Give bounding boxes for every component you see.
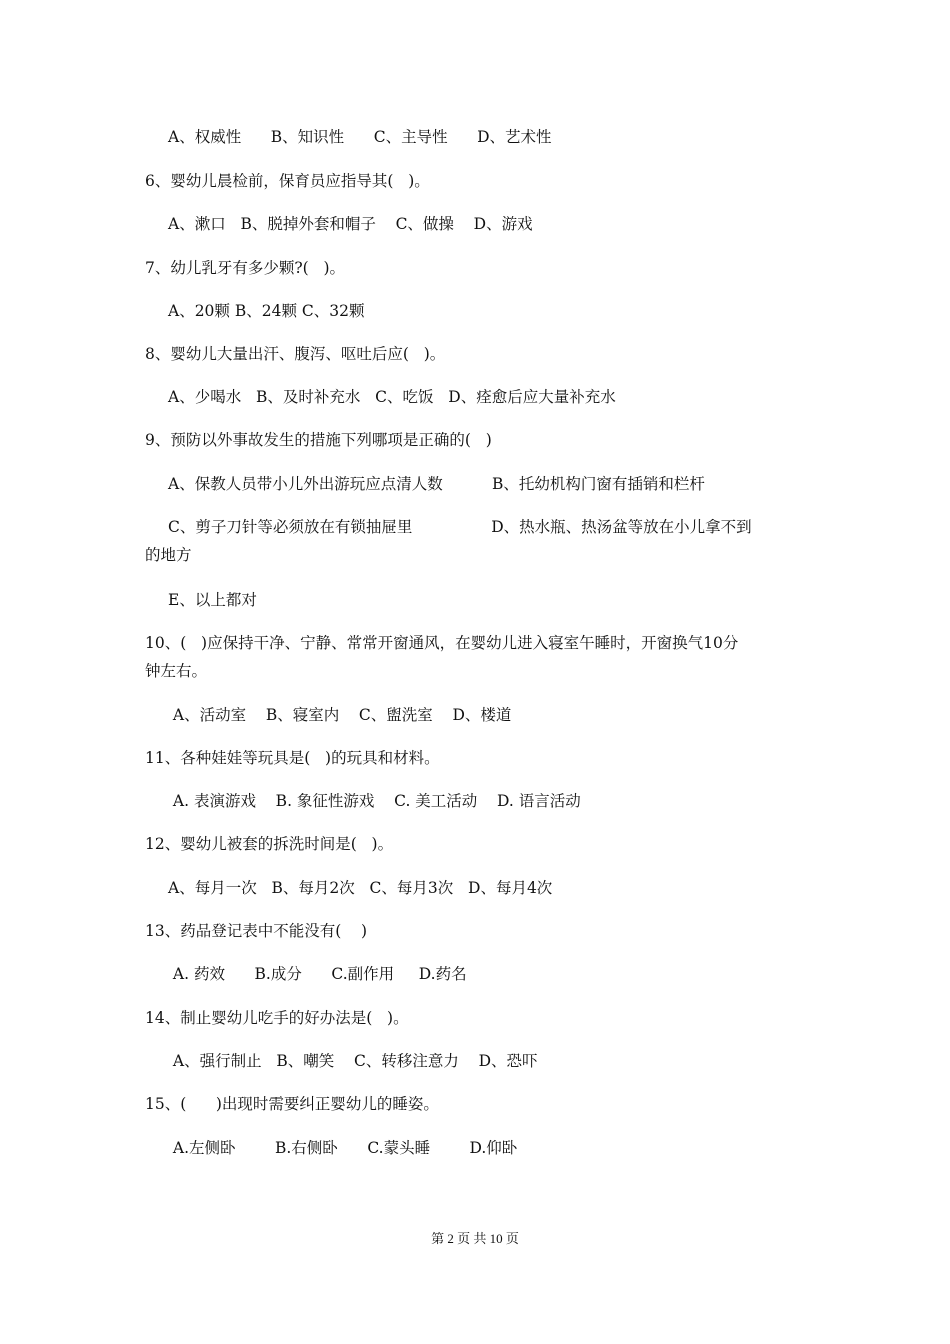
- options-line: A、保教人员带小儿外出游玩应点清人数 B、托幼机构门窗有插销和栏杆: [168, 475, 705, 493]
- options-line: A、活动室 B、寝室内 C、盥洗室 D、楼道: [168, 706, 512, 724]
- options-line: A.左侧卧 B.右侧卧 C.蒙头睡 D.仰卧: [168, 1139, 518, 1157]
- options-line: A、少喝水 B、及时补充水 C、吃饭 D、痊愈后应大量补充水: [168, 388, 616, 406]
- question-line: 8、婴幼儿大量出汗、腹泻、呕吐后应( )。: [145, 345, 446, 363]
- question-line: 11、各种娃娃等玩具是( )的玩具和材料。: [145, 749, 440, 767]
- question-line: 的地方: [145, 546, 192, 564]
- options-line: A、20颗 B、24颗 C、32颗: [168, 302, 365, 320]
- question-line: 7、幼儿乳牙有多少颗?( )。: [145, 259, 346, 277]
- options-line: A、每月一次 B、每月2次 C、每月3次 D、每月4次: [168, 879, 553, 897]
- question-line: 13、药品登记表中不能没有( ): [145, 922, 368, 940]
- question-line: 钟左右。: [145, 662, 208, 680]
- options-line: A、漱口 B、脱掉外套和帽子 C、做操 D、游戏: [168, 215, 533, 233]
- options-line: C、剪子刀针等必须放在有锁抽屉里 D、热水瓶、热汤盆等放在小儿拿不到: [168, 518, 752, 536]
- page-number-footer: 第 2 页 共 10 页: [431, 1231, 519, 1246]
- question-line: 9、预防以外事故发生的措施下列哪项是正确的( ): [145, 431, 492, 449]
- question-line: 12、婴幼儿被套的拆洗时间是( )。: [145, 835, 394, 853]
- options-line: A、强行制止 B、嘲笑 C、转移注意力 D、恐吓: [168, 1052, 538, 1070]
- options-line: A、权威性 B、知识性 C、主导性 D、艺术性: [168, 128, 552, 146]
- question-line: 6、婴幼儿晨检前，保育员应指导其( )。: [145, 172, 430, 190]
- options-line: A. 表演游戏 B. 象征性游戏 C. 美工活动 D. 语言活动: [168, 792, 581, 810]
- question-line: 15、( )出现时需要纠正婴幼儿的睡姿。: [145, 1095, 439, 1113]
- question-line: 14、制止婴幼儿吃手的好办法是( )。: [145, 1009, 409, 1027]
- options-line: E、以上都对: [168, 591, 257, 609]
- question-line: 10、( )应保持干净、宁静、常常开窗通风，在婴幼儿进入寝室午睡时，开窗换气10分: [145, 634, 739, 652]
- options-line: A. 药效 B.成分 C.副作用 D.药名: [168, 965, 467, 983]
